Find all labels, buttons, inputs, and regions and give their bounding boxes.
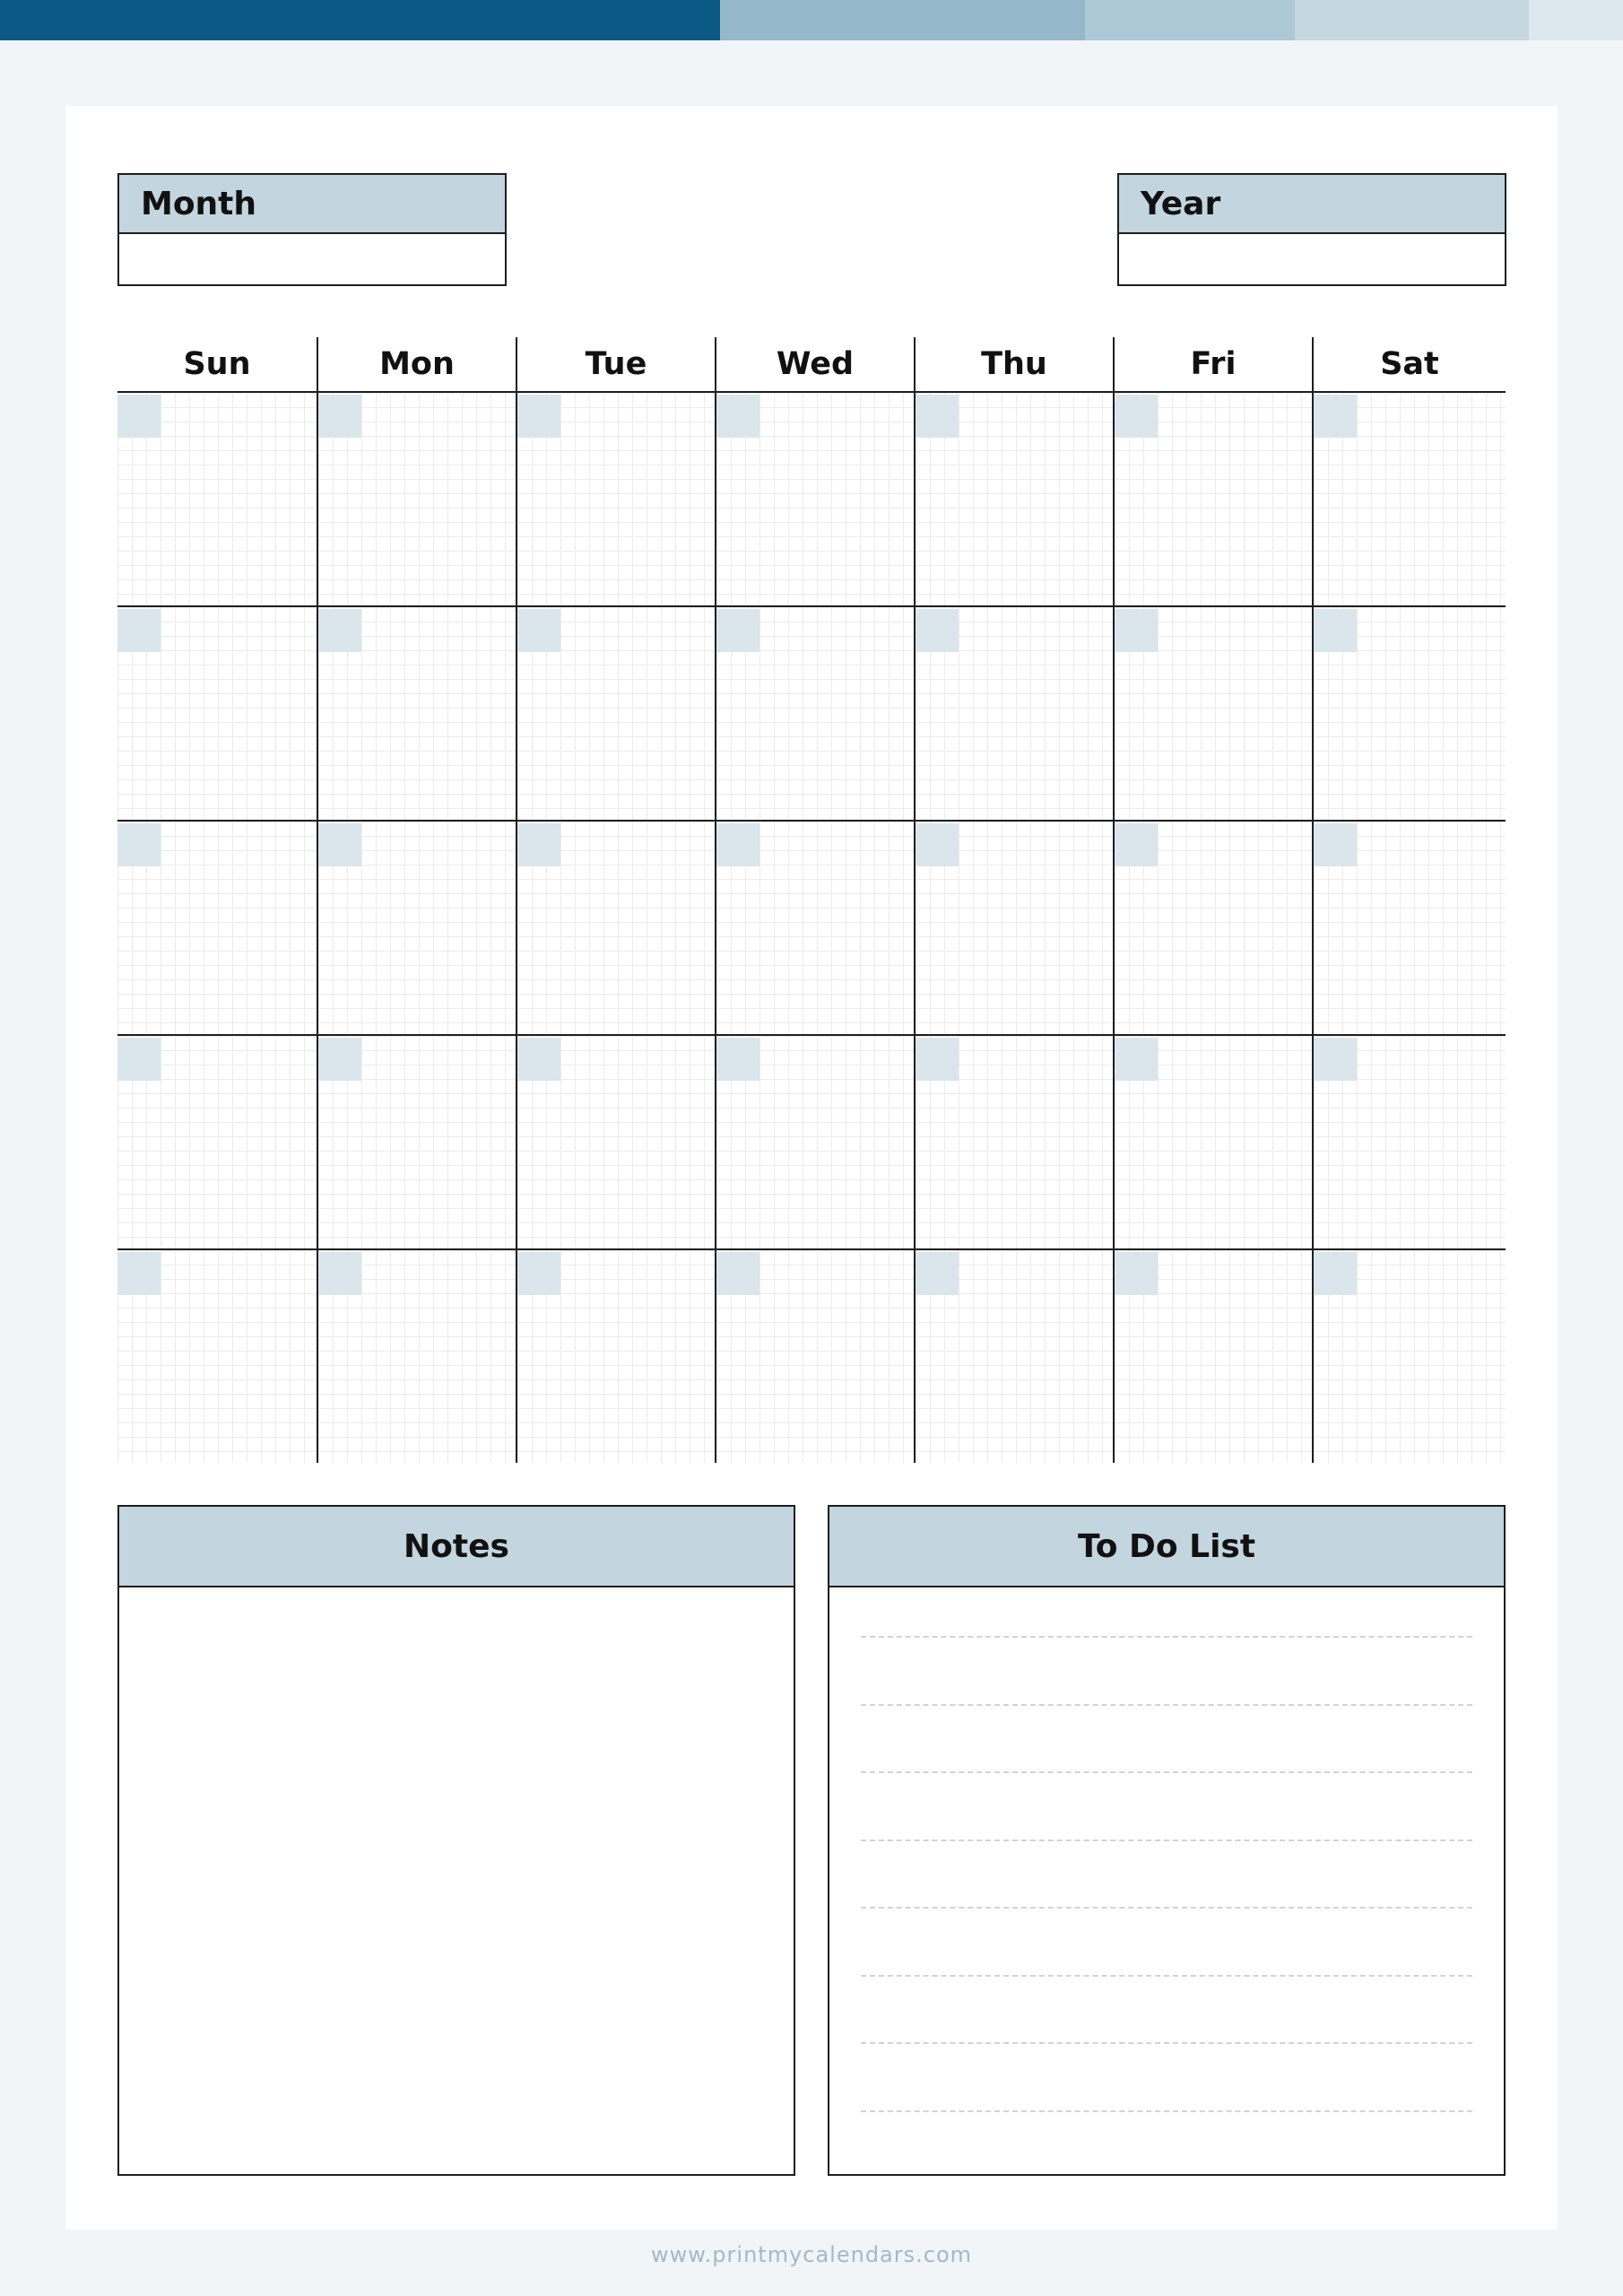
day-cell[interactable] bbox=[516, 822, 715, 1034]
day-cell[interactable] bbox=[117, 393, 317, 605]
date-number-box[interactable] bbox=[916, 1252, 959, 1295]
weekday-mon: Mon bbox=[317, 337, 516, 391]
date-number-box[interactable] bbox=[916, 609, 959, 652]
weekday-header-row bbox=[117, 337, 1506, 393]
month-input-area[interactable] bbox=[119, 234, 505, 284]
top-color-stripe bbox=[0, 0, 1623, 40]
day-cell[interactable] bbox=[1113, 393, 1312, 605]
todo-line[interactable] bbox=[861, 2042, 1472, 2044]
day-cell[interactable] bbox=[914, 393, 1113, 605]
date-number-box[interactable] bbox=[716, 1252, 759, 1295]
date-number-box[interactable] bbox=[117, 609, 161, 652]
date-number-box[interactable] bbox=[1115, 1252, 1158, 1295]
notes-panel bbox=[117, 1505, 795, 2176]
todo-panel bbox=[828, 1505, 1506, 2176]
todo-title: To Do List bbox=[829, 1507, 1504, 1587]
date-number-box[interactable] bbox=[1314, 1252, 1357, 1295]
stripe-segment bbox=[1085, 0, 1295, 40]
date-number-box[interactable] bbox=[517, 395, 560, 438]
month-label: Month bbox=[119, 175, 505, 234]
day-cell[interactable] bbox=[516, 393, 715, 605]
day-cell[interactable] bbox=[516, 607, 715, 820]
date-number-box[interactable] bbox=[1115, 1038, 1158, 1081]
day-cell[interactable] bbox=[715, 1036, 914, 1248]
day-cell[interactable] bbox=[1312, 393, 1506, 605]
date-number-box[interactable] bbox=[916, 395, 959, 438]
day-cell[interactable] bbox=[117, 1036, 317, 1248]
todo-line[interactable] bbox=[861, 1907, 1472, 1909]
day-cell[interactable] bbox=[117, 822, 317, 1034]
date-number-box[interactable] bbox=[1115, 823, 1158, 866]
date-number-box[interactable] bbox=[117, 823, 161, 866]
date-number-box[interactable] bbox=[916, 823, 959, 866]
date-number-box[interactable] bbox=[1314, 395, 1357, 438]
day-cell[interactable] bbox=[914, 1250, 1113, 1463]
day-cell[interactable] bbox=[1312, 822, 1506, 1034]
day-cell[interactable] bbox=[1113, 822, 1312, 1034]
weekday-sat: Sat bbox=[1312, 337, 1506, 391]
day-cells bbox=[117, 393, 1506, 1457]
footer-url: www.printmycalendars.com bbox=[650, 2242, 973, 2267]
day-cell[interactable] bbox=[317, 822, 516, 1034]
week-row bbox=[117, 820, 1506, 1034]
date-number-box[interactable] bbox=[517, 609, 560, 652]
weekday-thu: Thu bbox=[914, 337, 1113, 391]
date-number-box[interactable] bbox=[318, 1038, 361, 1081]
weekday-fri: Fri bbox=[1113, 337, 1312, 391]
day-cell[interactable] bbox=[914, 607, 1113, 820]
date-number-box[interactable] bbox=[1314, 609, 1357, 652]
date-number-box[interactable] bbox=[517, 823, 560, 866]
day-cell[interactable] bbox=[715, 1250, 914, 1463]
week-row bbox=[117, 1034, 1506, 1248]
notes-title: Notes bbox=[119, 1507, 794, 1587]
todo-line[interactable] bbox=[861, 1975, 1472, 1977]
date-number-box[interactable] bbox=[517, 1252, 560, 1295]
day-cell[interactable] bbox=[715, 607, 914, 820]
weekday-tue: Tue bbox=[516, 337, 715, 391]
todo-line[interactable] bbox=[861, 1771, 1472, 1773]
day-cell[interactable] bbox=[317, 393, 516, 605]
year-label: Year bbox=[1119, 175, 1505, 234]
todo-line[interactable] bbox=[861, 1636, 1472, 1638]
date-number-box[interactable] bbox=[1115, 609, 1158, 652]
day-cell[interactable] bbox=[1113, 607, 1312, 820]
stripe-segment bbox=[0, 0, 720, 40]
day-cell[interactable] bbox=[1312, 1250, 1506, 1463]
date-number-box[interactable] bbox=[716, 609, 759, 652]
week-row bbox=[117, 393, 1506, 605]
todo-line[interactable] bbox=[861, 1704, 1472, 1706]
day-cell[interactable] bbox=[914, 822, 1113, 1034]
year-input-area[interactable] bbox=[1119, 234, 1505, 284]
day-cell[interactable] bbox=[317, 1036, 516, 1248]
day-cell[interactable] bbox=[1312, 1036, 1506, 1248]
year-field bbox=[1117, 173, 1506, 286]
day-cell[interactable] bbox=[117, 1250, 317, 1463]
day-cell[interactable] bbox=[1113, 1036, 1312, 1248]
calendar-grid bbox=[117, 337, 1506, 1457]
date-number-box[interactable] bbox=[1314, 823, 1357, 866]
date-number-box[interactable] bbox=[716, 823, 759, 866]
stripe-segment bbox=[720, 0, 1085, 40]
date-number-box[interactable] bbox=[117, 1252, 161, 1295]
stripe-segment bbox=[1295, 0, 1529, 40]
week-row bbox=[117, 1248, 1506, 1463]
day-cell[interactable] bbox=[117, 607, 317, 820]
date-number-box[interactable] bbox=[716, 395, 759, 438]
date-number-box[interactable] bbox=[318, 1252, 361, 1295]
stripe-segment bbox=[1529, 0, 1623, 40]
calendar-sheet bbox=[65, 106, 1558, 2230]
day-cell[interactable] bbox=[914, 1036, 1113, 1248]
day-cell[interactable] bbox=[1312, 607, 1506, 820]
date-number-box[interactable] bbox=[318, 609, 361, 652]
day-cell[interactable] bbox=[516, 1250, 715, 1463]
day-cell[interactable] bbox=[317, 1250, 516, 1463]
day-cell[interactable] bbox=[1113, 1250, 1312, 1463]
date-number-box[interactable] bbox=[916, 1038, 959, 1081]
todo-lines bbox=[829, 1587, 1504, 2174]
date-number-box[interactable] bbox=[716, 1038, 759, 1081]
week-row bbox=[117, 605, 1506, 820]
date-number-box[interactable] bbox=[517, 1038, 560, 1081]
date-number-box[interactable] bbox=[117, 395, 161, 438]
date-number-box[interactable] bbox=[117, 1038, 161, 1081]
date-number-box[interactable] bbox=[318, 823, 361, 866]
weekday-wed: Wed bbox=[715, 337, 914, 391]
date-number-box[interactable] bbox=[1314, 1038, 1357, 1081]
todo-line[interactable] bbox=[861, 1839, 1472, 1841]
day-cell[interactable] bbox=[715, 393, 914, 605]
day-cell[interactable] bbox=[715, 822, 914, 1034]
todo-line[interactable] bbox=[861, 2110, 1472, 2112]
month-field bbox=[117, 173, 507, 286]
weekday-sun: Sun bbox=[183, 346, 251, 382]
date-number-box[interactable] bbox=[1115, 395, 1158, 438]
notes-area[interactable] bbox=[119, 1587, 794, 2174]
day-cell[interactable] bbox=[317, 607, 516, 820]
date-number-box[interactable] bbox=[318, 395, 361, 438]
day-cell[interactable] bbox=[516, 1036, 715, 1248]
